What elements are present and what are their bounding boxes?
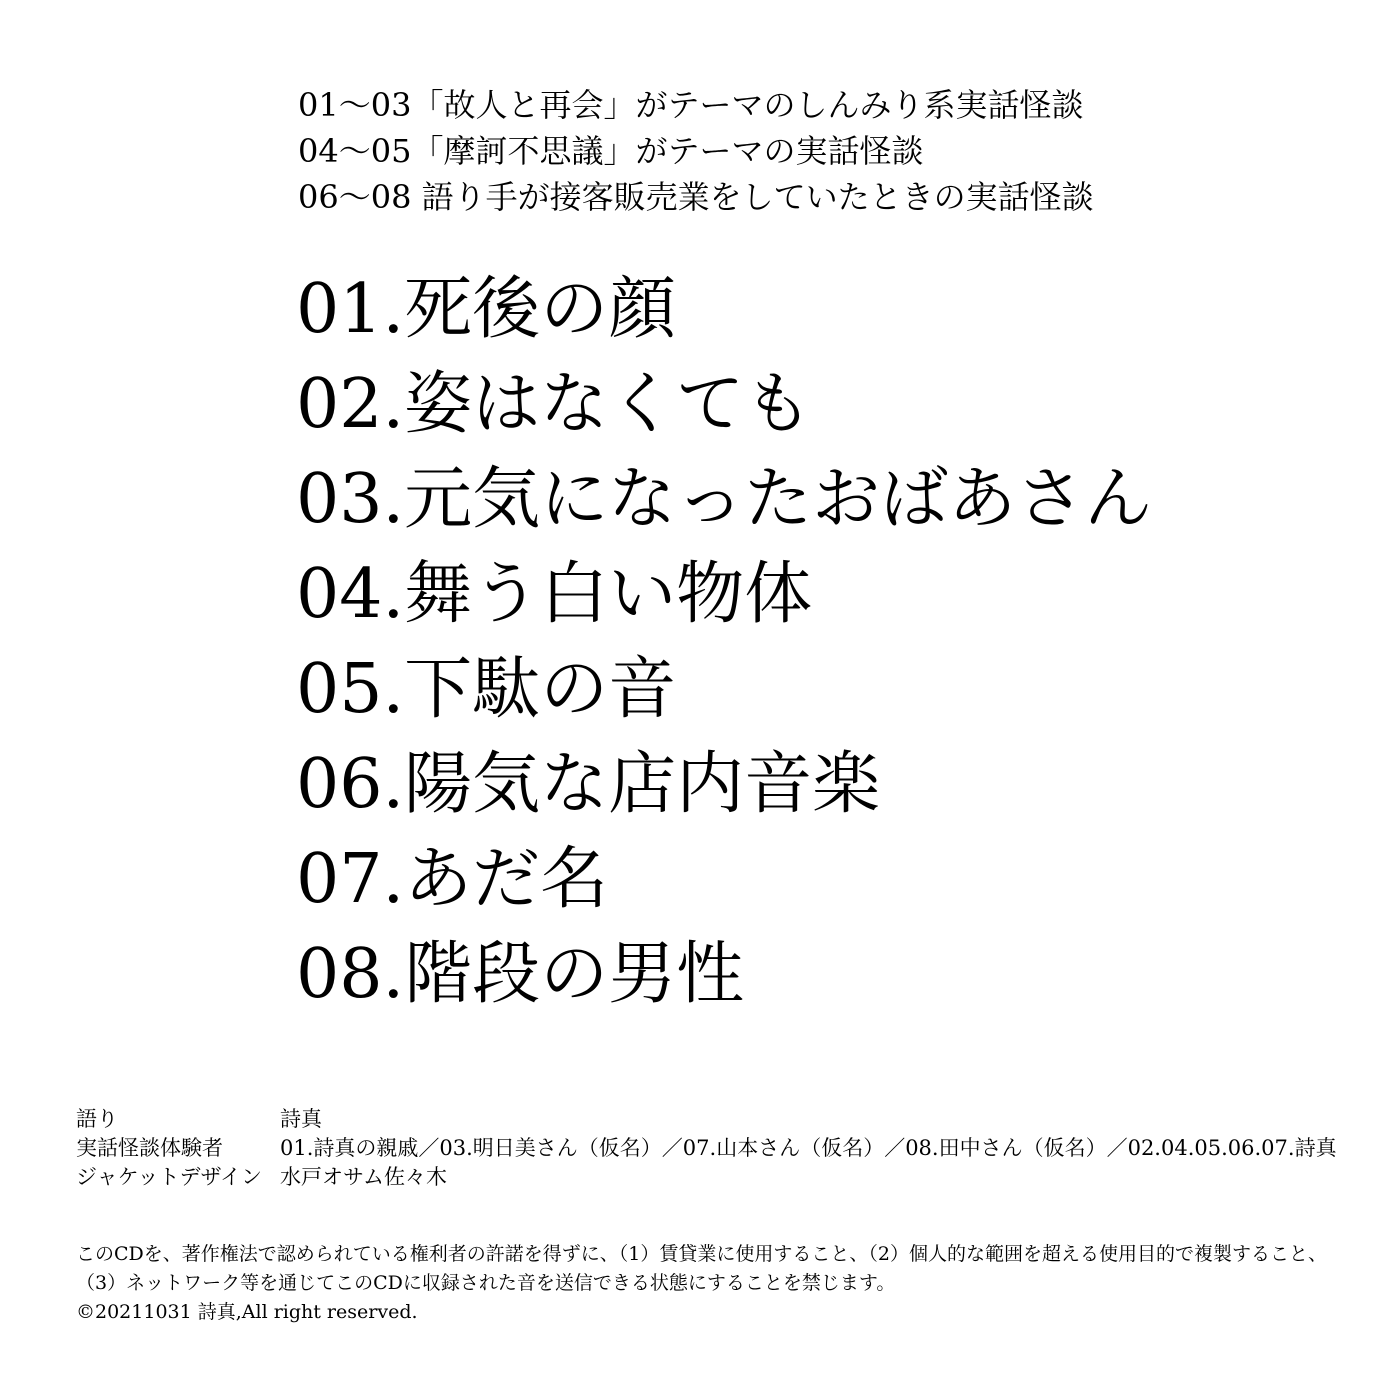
track-list <box>296 262 1356 1022</box>
track-title: 08.階段の男性 <box>296 935 745 1014</box>
credit-row-jacket-design <box>76 1163 1376 1192</box>
credit-row-narrator <box>76 1105 1376 1134</box>
theme-line: 06～08 語り手が接客販売業をしていたときの実話怪談 <box>298 178 1094 216</box>
track-title: 05.下駄の音 <box>296 650 677 729</box>
notice-line: このCDを、著作権法で認められている権利者の許諾を得ずに、（1）賃貸業に使用すること、（2）個人的な範囲を超える使用目的で複製すること、 <box>76 1243 1327 1265</box>
credit-row-experiencers <box>76 1134 1376 1163</box>
track-title: 07.あだ名 <box>296 840 609 919</box>
notice-line: （3）ネットワーク等を通じてこのCDに収録された音を送信できる状態にすることを禁じます。 <box>76 1272 896 1294</box>
track-title: 02.姿はなくても <box>296 365 813 444</box>
theme-line: 04～05「摩訶不思議」がテーマの実話怪談 <box>298 132 924 170</box>
credit-label: ジャケットデザイン <box>76 1165 263 1189</box>
credits <box>76 1105 1376 1192</box>
credit-value: 詩真 <box>280 1107 322 1131</box>
copyright-notice <box>76 1240 1376 1327</box>
credit-label: 実話怪談体験者 <box>76 1136 223 1160</box>
copyright-line: ©20211031 詩真,All right reserved. <box>76 1301 418 1323</box>
track-title: 04.舞う白い物体 <box>296 555 813 634</box>
theme-descriptions <box>298 82 1338 220</box>
track-title: 06.陽気な店内音楽 <box>296 745 881 824</box>
credit-label: 語り <box>76 1107 118 1131</box>
track-title: 01.死後の顔 <box>296 270 677 349</box>
credit-value: 水戸オサム佐々木 <box>280 1165 447 1189</box>
credit-value: 01.詩真の親戚／03.明日美さん（仮名）／07.山本さん（仮名）／08.田中さん（仮名）／02.04.05.06.07.詩真 <box>280 1136 1337 1160</box>
theme-line: 01～03「故人と再会」がテーマのしんみり系実話怪談 <box>298 86 1084 124</box>
track-title: 03.元気になったおばあさん <box>296 460 1153 539</box>
